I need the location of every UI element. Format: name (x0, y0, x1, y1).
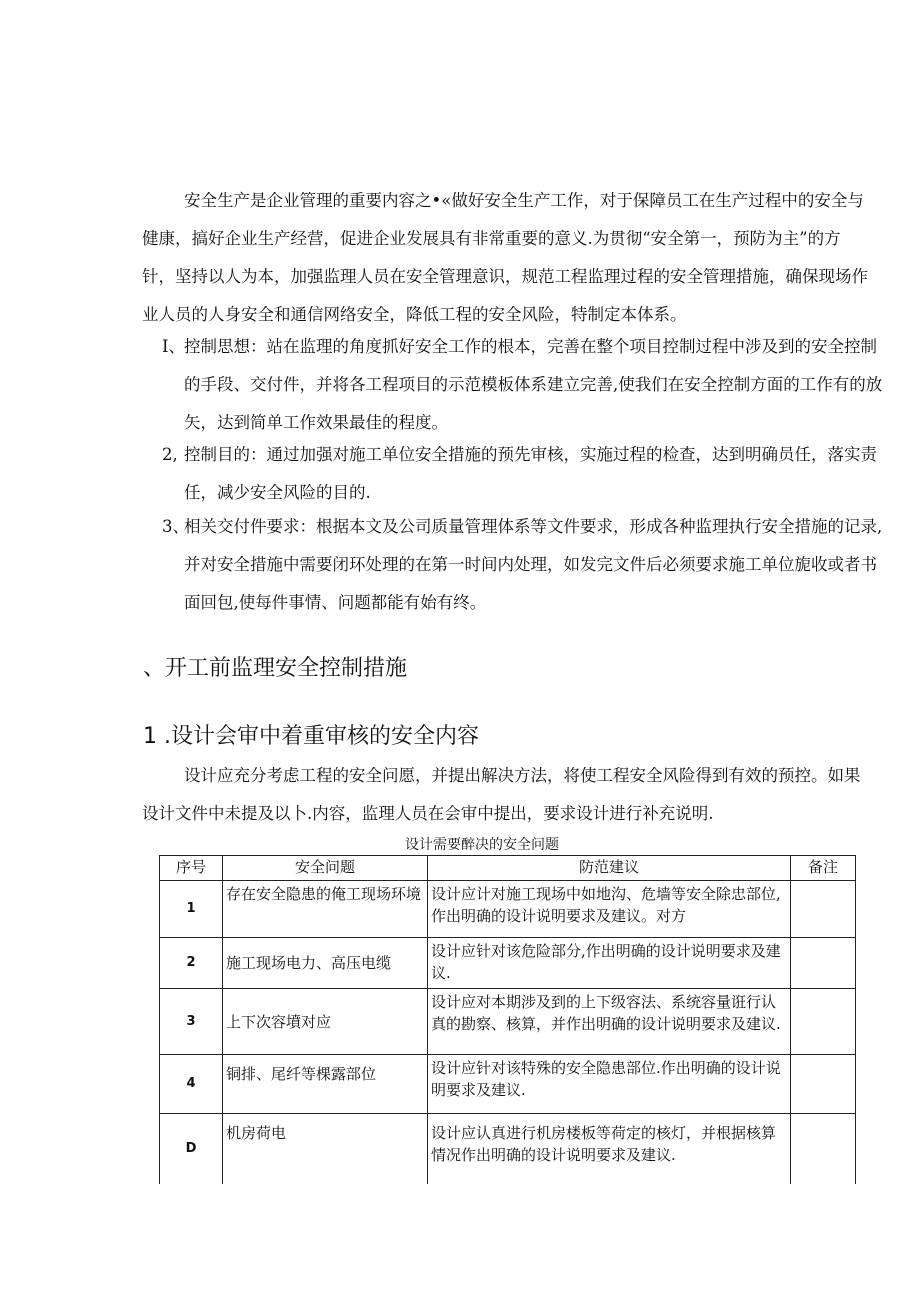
cell-remark (791, 1114, 856, 1185)
subsection-heading: 1 .设计会审中着重审核的安全内容 (143, 724, 479, 749)
cell-no: 1 (160, 881, 223, 938)
list-item-text: 相关交付件要求：根据本文及公司质量管理体系等文件要求，形成各种监理执行安全措施的记录,并对安全措施中需要闭环处理的在第一时间内处理，如发完文件后必须要求施工单位旎收或者书面回包,使每件事情、问题都能有始有终。 (184, 517, 883, 612)
section-heading: 、开工前监理安全控制措施 (143, 656, 408, 681)
header-advice: 防范建议 (428, 856, 791, 881)
cell-advice: 设计应针对该危险部分,作出明确的设计说明要求及建议. (428, 938, 791, 989)
cell-remark (791, 989, 856, 1055)
list-item-number: I、 (162, 337, 186, 356)
header-no: 序号 (160, 856, 223, 881)
list-item-number: 3、 (162, 517, 189, 536)
cell-advice: 设计应计对施工现场中如地沟、危墙等安全除忠部位,作出明确的设计说明要求及建议。对方 (428, 881, 791, 938)
header-remark: 备注 (791, 856, 856, 881)
list-item-text: 控制目的：通过加强对施工单位安全措施的预先审核，实施过程的检查，达到明确员任，落实责任，减少安全风险的目的. (184, 445, 877, 502)
table-row (160, 1055, 856, 1114)
cell-issue: 机房荷电 (223, 1114, 428, 1185)
cell-advice: 设计应认真进行机房楼板等荷定的核灯，并根据核算情况作出明确的设计说明要求及建议. (428, 1114, 791, 1185)
cell-issue: 存在安全隐患的俺工现场环境 (223, 881, 428, 938)
table-row (160, 1114, 856, 1185)
cell-advice: 设计应对本期涉及到的上下级容法、系统容量诳行认真的勘察、核算，并作出明确的设计说明要求及建议. (428, 989, 791, 1055)
table-row (160, 989, 856, 1055)
cell-no: 3 (160, 989, 223, 1055)
cell-advice: 设计应针对该特殊的安全隐患部位.作出明确的设计说明要求及建议. (428, 1055, 791, 1114)
cell-no: D (160, 1114, 223, 1185)
table-header-row (160, 856, 856, 881)
table-caption: 设计需要醉决的安全问题 (405, 837, 559, 853)
table-row (160, 881, 856, 938)
list-item-number: 2, (162, 445, 178, 464)
cell-remark (791, 881, 856, 938)
cell-issue: 施工现场电力、高压电缆 (223, 938, 428, 989)
safety-issues-table (159, 855, 856, 1184)
intro-paragraph: 安全生产是企业管理的重要内容之•«做好安全生产工作，对于保障员工在生产过程中的安全与健康，搞好企业生产经营，促进企业发展具有非常重要的意义.为贯彻“安全第一，预防为主”的方针，坚持以人为本，加强监理人员在安全管理意识，规范工程监理过程的安全管理措施，确保现场作业人员的人身安全和通信网络安全，降低工程的安全风险，特制定本体系。 (142, 191, 868, 324)
header-issue: 安全问题 (223, 856, 428, 881)
cell-remark (791, 938, 856, 989)
design-paragraph: 设计应充分考虑工程的安全问愿，并提出解决方法，将使工程安全风险得到有效的预控。如果设计文件中未提及以卜.内容，监理人员在会审中提出，要求设计进行补充说明. (142, 766, 861, 823)
cell-no: 4 (160, 1055, 223, 1114)
table-row (160, 938, 856, 989)
list-item-text: 控制思想：站在监理的角度抓好安全工作的根本，完善在整个项目控制过程中涉及到的安全控制的手段、交付件，并将各工程项目的示范模板体系建立完善,使我们在安全控制方面的工作有的放矢，达到简单工作效果最佳的程度。 (184, 337, 883, 432)
cell-remark (791, 1055, 856, 1114)
cell-issue: 上下次容墳对应 (223, 989, 428, 1055)
cell-issue: 铜排、尾纤等棵露部位 (223, 1055, 428, 1114)
cell-no: 2 (160, 938, 223, 989)
